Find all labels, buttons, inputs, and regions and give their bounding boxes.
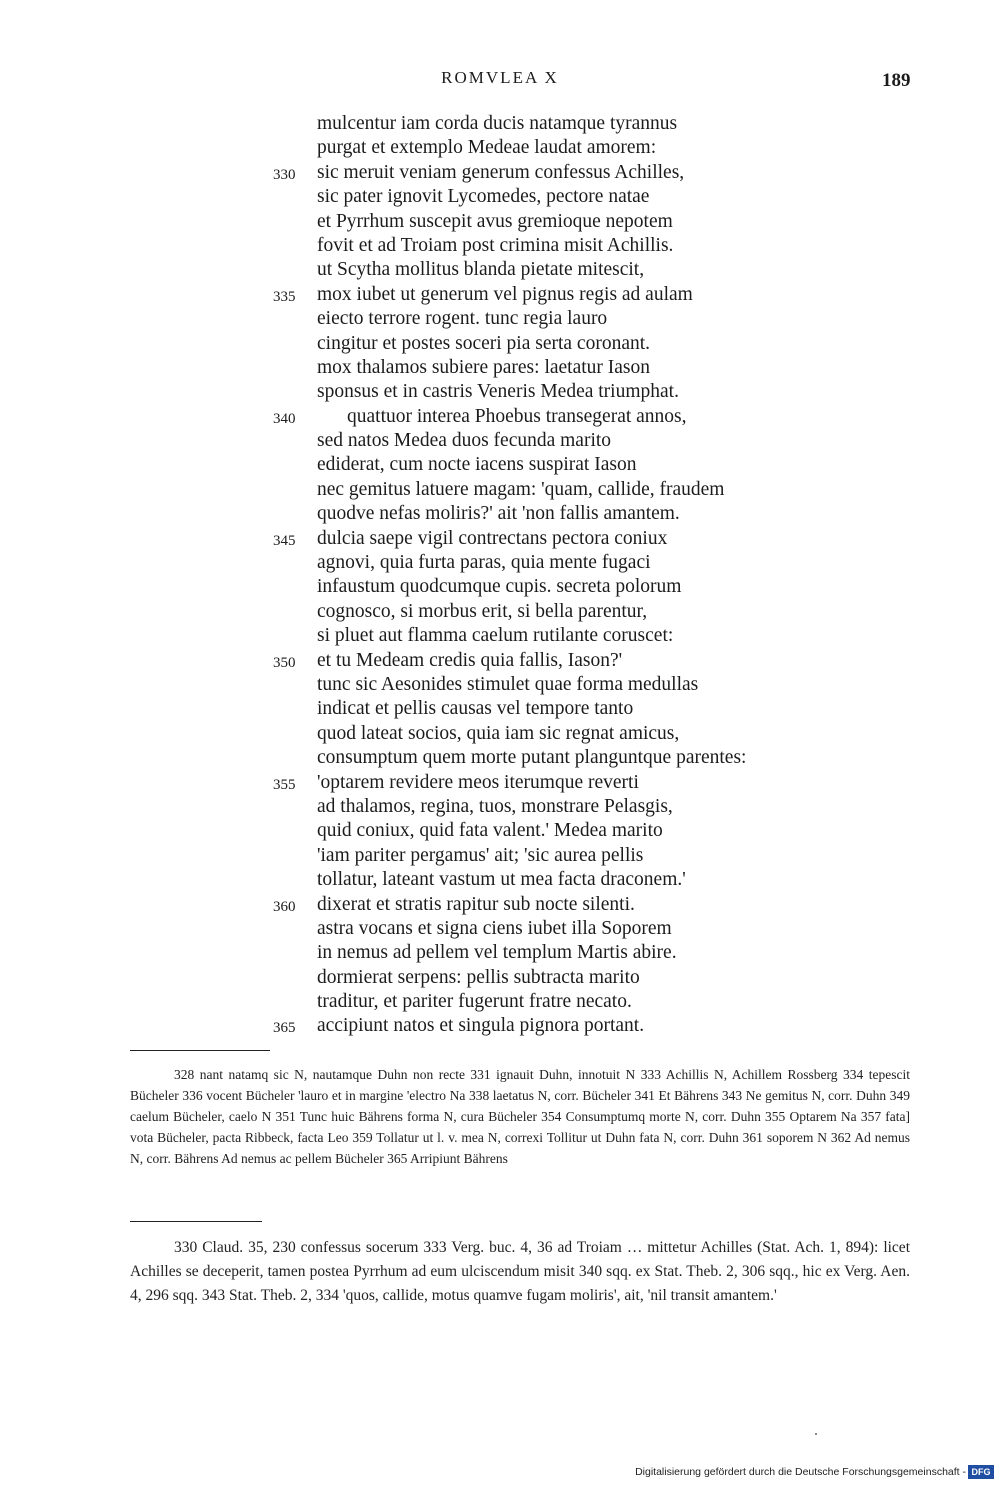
- verse-line: [273, 771, 837, 795]
- verse-line: [317, 966, 837, 990]
- verse-text: quattuor interea Phoebus transegerat annos,: [347, 405, 687, 427]
- verse-text: indicat et pellis causas vel tempore tanto: [317, 698, 634, 720]
- verse-line: [317, 819, 837, 843]
- verse-text: agnovi, quia furta paras, quia mente fugaci: [317, 552, 651, 574]
- verse-text: mox iubet ut generum vel pignus regis ad aulam: [317, 283, 693, 305]
- verse-text: sponsus et in castris Veneris Medea triumphat.: [317, 381, 679, 403]
- verse-text: eiecto terrore rogent. tunc regia lauro: [317, 308, 608, 330]
- verse-text: mulcentur iam corda ducis natamque tyrannus: [317, 113, 678, 134]
- verse-line: [317, 722, 837, 746]
- verse-line: [317, 551, 837, 575]
- apparatus-divider: [130, 1050, 270, 1051]
- verse-text: tollatur, lateant vastum ut mea facta draconem.': [317, 869, 686, 891]
- verse-line: [317, 258, 837, 282]
- verse-line: [317, 307, 837, 331]
- verse-line: [273, 893, 837, 917]
- poem-text: [273, 112, 837, 1039]
- dfg-logo: DFG: [968, 1465, 994, 1479]
- verse-text: in nemus ad pellem vel templum Martis abire.: [317, 942, 677, 964]
- verse-line: [273, 283, 837, 307]
- verse-text: mox thalamos subiere pares: laetatur Iason: [317, 356, 651, 378]
- verse-line: [317, 136, 837, 160]
- verse-text: ediderat, cum nocte iacens suspirat Iason: [317, 454, 637, 476]
- verse-line: [317, 453, 837, 477]
- verse-text: dulcia saepe vigil contrectans pectora coniux: [317, 527, 668, 549]
- verse-text: quod lateat socios, quia iam sic regnat amicus,: [317, 722, 680, 744]
- verse-text: ad thalamos, regina, tuos, monstrare Pelasgis,: [317, 795, 673, 817]
- verse-line: [317, 112, 837, 136]
- verse-text: sed natos Medea duos fecunda marito: [317, 430, 612, 452]
- verse-text: cognosco, si morbus erit, si bella parentur,: [317, 600, 648, 622]
- verse-text: tunc sic Aesonides stimulet quae forma medullas: [317, 673, 699, 695]
- verse-line: [317, 600, 837, 624]
- running-header: ROMVLEA X: [441, 68, 559, 87]
- verse-line: [317, 234, 837, 258]
- verse-line: [273, 161, 837, 185]
- verse-text: si pluet aut flamma caelum rutilante coruscet:: [317, 625, 674, 647]
- source-notes: [130, 1236, 910, 1308]
- verse-line: [317, 917, 837, 941]
- verse-text: fovit et ad Troiam post crimina misit Achillis.: [317, 234, 674, 256]
- verse-line: [317, 502, 837, 526]
- verse-text: quodve nefas moliris?' ait 'non fallis amantem.: [317, 503, 680, 525]
- verse-text: et Pyrrhum suscepit avus gremioque nepotem: [317, 210, 673, 232]
- verse-line: [273, 1014, 837, 1038]
- verse-line: [317, 844, 837, 868]
- verse-line: [273, 405, 837, 429]
- verse-text: accipiunt natos et singula pignora portant.: [317, 1015, 645, 1037]
- critical-apparatus: [130, 1064, 910, 1169]
- verse-line: [317, 478, 837, 502]
- verse-number: 340: [273, 410, 296, 427]
- verse-line: [317, 185, 837, 209]
- verse-line: [317, 941, 837, 965]
- verse-number: 330: [273, 166, 296, 183]
- verse-text: 'iam pariter pergamus' ait; 'sic aurea pellis: [317, 844, 644, 866]
- verse-line: [317, 356, 837, 380]
- verse-text: dixerat et stratis rapitur sub nocte silenti.: [317, 893, 635, 915]
- verse-text: sic meruit veniam generum confessus Achilles,: [317, 161, 685, 183]
- verse-number: 350: [273, 654, 296, 671]
- verse-text: cingitur et postes soceri pia serta coronant.: [317, 332, 651, 354]
- verse-text: astra vocans et signa ciens iubet illa Soporem: [317, 917, 672, 939]
- verse-line: [317, 990, 837, 1014]
- verse-line: [273, 649, 837, 673]
- verse-line: [317, 673, 837, 697]
- digitization-credit: Digitalisierung gefördert durch die Deutsche Forschungsgemeinschaft -: [635, 1466, 966, 1478]
- verse-text: quid coniux, quid fata valent.' Medea marito: [317, 820, 663, 842]
- verse-text: consumptum quem morte putant planguntque parentes:: [317, 747, 747, 769]
- verse-line: [317, 697, 837, 721]
- verse-text: nec gemitus latuere magam: 'quam, callide, fraudem: [317, 478, 725, 500]
- verse-number: 345: [273, 532, 296, 549]
- scan-speck: [815, 1433, 817, 1435]
- verse-number: 335: [273, 288, 296, 305]
- verse-line: [317, 868, 837, 892]
- verse-text: purgat et extemplo Medeae laudat amorem:: [317, 137, 657, 159]
- verse-line: [317, 624, 837, 648]
- verse-number: 365: [273, 1020, 296, 1037]
- verse-line: [317, 746, 837, 770]
- verse-number: 360: [273, 898, 296, 915]
- verse-text: 'optarem revidere meos iterumque reverti: [317, 771, 639, 793]
- verse-text: sic pater ignovit Lycomedes, pectore natae: [317, 186, 650, 208]
- verse-line: [317, 575, 837, 599]
- verse-line: [317, 210, 837, 234]
- verse-line: [317, 429, 837, 453]
- verse-number: 355: [273, 776, 296, 793]
- verse-text: traditur, et pariter fugerunt fratre necato.: [317, 991, 632, 1013]
- verse-line: [317, 380, 837, 404]
- apparatus-paragraph: 328 nant natamq sic N, nautamque Duhn non recte 331 ignauit Duhn, innotuit N 333 Achillis N, Achillem Rossberg 334 tepescit Bücheler 336 vocent Bücheler 'lauro et in margine 'electro Na 338 laetatus N, corr. Bücheler 341 Et Bährens 343 Ne gemitus N, corr. Duhn 349 caelum Bücheler, caelo N 351 Tunc huic Bährens forma N, cura Bücheler 354 Consumptumq morte N, corr. Duhn 355 Optarem Na 357 fata] vota Bücheler, pacta Ribbeck, facta Leo 359 Tollatur ut l. v. mea N, correxi Tollitur ut Duhn fata N, corr. Duhn 361 soporem N 362 Ad nemus N, corr. Bährens Ad nemus ac pellem Bücheler 365 Arripiunt Bährens: [130, 1067, 910, 1166]
- verse-text: infaustum quodcumque cupis. secreta polorum: [317, 576, 682, 598]
- page-number: 189: [882, 70, 911, 91]
- verse-line: [317, 795, 837, 819]
- verse-text: et tu Medeam credis quia fallis, Iason?': [317, 649, 623, 671]
- verse-text: ut Scytha mollitus blanda pietate mitescit,: [317, 259, 645, 281]
- verse-line: [317, 332, 837, 356]
- source-paragraph: 330 Claud. 35, 230 confessus socerum 333 Verg. buc. 4, 36 ad Troiam … mittetur Achilles (Stat. Ach. 1, 894): licet Achilles se deceperit, tamen postea Pyrrhum ad eum ulciscendum misit 340 sqq. ex Stat. Theb. 2, 306 sqq., hic ex Verg. Aen. 4, 296 sqq. 343 Stat. Theb. 2, 334 'quos, callide, motus quamve fugam moliris', ait, 'nil transit amantem.': [130, 1239, 910, 1304]
- sources-divider: [130, 1221, 262, 1222]
- verse-text: dormierat serpens: pellis subtracta marito: [317, 966, 640, 988]
- verse-line: [273, 527, 837, 551]
